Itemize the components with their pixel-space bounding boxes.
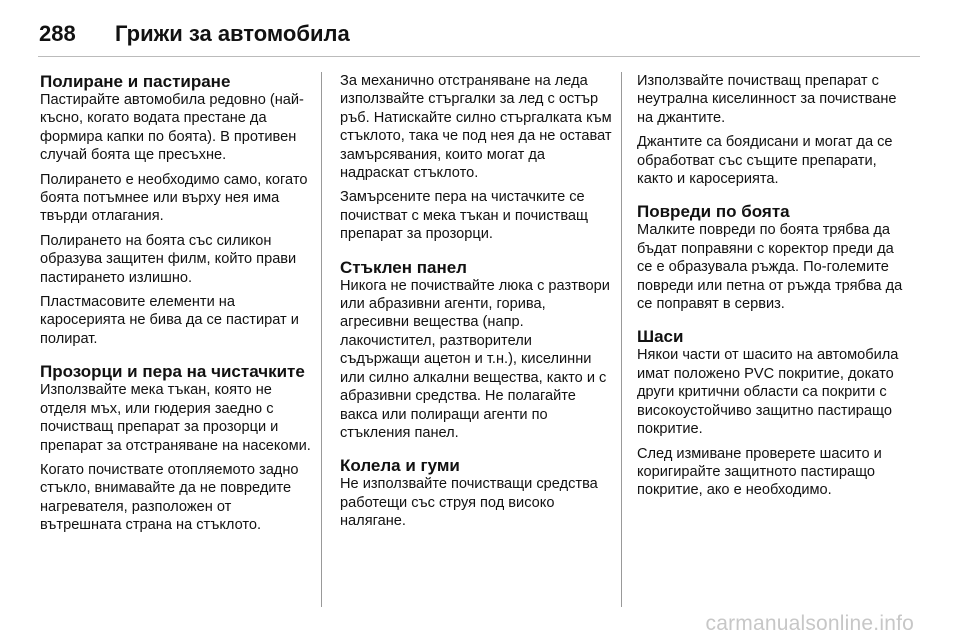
body-paragraph: Използвайте почистващ препарат с неутрална киселинност за почистване на джантите. [637, 73, 897, 126]
body-paragraph: След измиване проверете шасито и коригирайте защитното пастиращо покритие, ако е необходимо. [637, 445, 882, 499]
body-paragraph: Джантите са боядисани и могат да се обработват със същите препарати, както и каросерията. [637, 134, 893, 188]
body-paragraph: Използвайте мека тъкан, която не отделя мъх, или гюдерия заедно с почистващ препарат за прозорци и препарат за отстраняване на насекоми. [40, 382, 311, 454]
text-column-1 [40, 72, 312, 541]
body-paragraph: Малките повреди по боята трябва да бъдат поправяни с коректор преди да се е образувала ръжда. По-големите повреди или петна от ръжда трябва да се поправят в сервиз. [637, 222, 903, 313]
section-heading: Шаси [637, 327, 684, 347]
body-paragraph: За механично отстраняване на леда използвайте стъргалки за лед с остър ръб. Натискайте силно стъргалката към стъклото, така че под нея да не остават замърсявания, които могат да надраскат стъклото. [340, 73, 612, 182]
section-heading: Полиране и пастиране [40, 72, 231, 91]
text-section [40, 72, 312, 348]
watermark-text: carmanualsonline.info [705, 612, 914, 635]
body-paragraph: Полирането е необходимо само, когато боята потъмнее или върху нея има твърди отлагания. [40, 171, 308, 225]
text-section [637, 202, 909, 313]
column-divider-1 [321, 72, 322, 607]
page-header [39, 14, 919, 54]
body-paragraph: Не използвайте почистващи средства работещи със струя под високо налягане. [340, 476, 598, 530]
body-paragraph: Никога не почиствайте люка с разтвори или абразивни агенти, горива, агресивни вещества (напр. лакочистител, разтворители съдържащи ацетон и т.н.), киселинни или силно алкални вещества, както и с абразивни средства. Не полагайте вакса или полиращи агенти по стъкления панел. [340, 277, 610, 441]
body-paragraph: Полирането на боята със силикон образува защитен филм, който прави пастирането излишно. [40, 232, 297, 286]
text-column-2 [340, 72, 612, 537]
body-paragraph: Замърсените пера на чистачките се почистват с мека тъкан и почистващ препарат за прозорци. [340, 189, 589, 243]
text-section [637, 72, 909, 188]
text-section [340, 456, 612, 530]
text-column-3 [637, 72, 909, 506]
section-heading: Прозорци и пера на чистачките [40, 362, 305, 382]
column-divider-2 [621, 72, 622, 607]
body-paragraph: Пластмасовите елементи на каросерията не бива да се пастират и полират. [40, 294, 299, 347]
page-title: Грижи за автомобила [115, 21, 350, 46]
body-paragraph: Когато почиствате отопляемото задно стъкло, внимавайте да не повредите нагревателя, разположен от вътрешната страна на стъклото. [40, 461, 299, 534]
text-section [340, 72, 612, 244]
text-section [340, 258, 612, 443]
text-section [637, 327, 909, 499]
section-heading: Повреди по боята [637, 202, 790, 222]
header-divider [38, 56, 920, 57]
body-paragraph: Някои части от шасито на автомобила имат положено PVC покритие, докато други критични области са покрити с високоустойчиво защитно пастиращо покритие. [637, 347, 899, 438]
body-paragraph: Пастирайте автомобила редовно (най-късно, когато водата престане да формира капки по боята). В противен случай боята ще пресъхне. [40, 92, 304, 164]
page-number: 288 [39, 21, 76, 46]
section-heading: Колела и гуми [340, 456, 460, 476]
text-section [40, 362, 312, 534]
section-heading: Стъклен панел [340, 257, 467, 277]
